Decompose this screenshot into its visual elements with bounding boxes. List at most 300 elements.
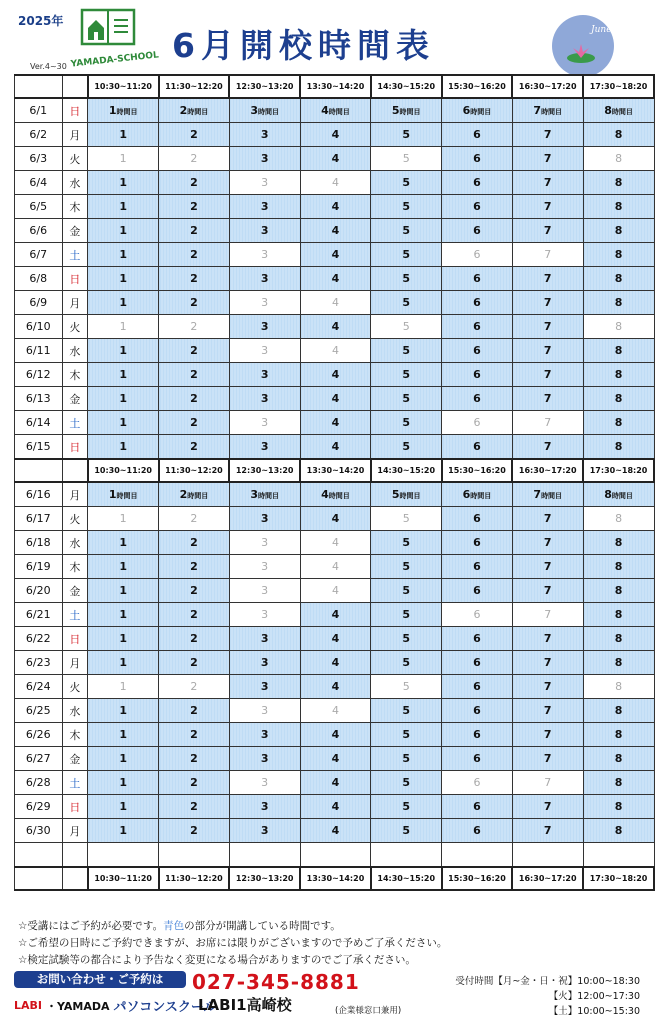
open-slot: 8 <box>583 363 654 387</box>
closed-slot: 3 <box>229 555 300 579</box>
closed-slot: 3 <box>229 579 300 603</box>
notes <box>18 918 447 969</box>
open-slot: 2 <box>159 387 230 411</box>
weekday-cell: 火 <box>62 507 88 531</box>
date-cell: 6/9 <box>15 291 63 315</box>
period-label-6 <box>442 482 513 507</box>
closed-slot: 3 <box>229 603 300 627</box>
closed-slot: 2 <box>159 147 230 171</box>
open-slot: 4 <box>300 147 371 171</box>
period-label-5 <box>371 98 442 123</box>
contact-label: お問い合わせ・ご予約は <box>14 971 186 988</box>
weekday-cell: 木 <box>62 363 88 387</box>
closed-slot: 3 <box>229 411 300 435</box>
weekday-cell: 木 <box>62 723 88 747</box>
open-slot: 8 <box>583 819 654 843</box>
brand-yamada: ・YAMADA <box>46 999 110 1013</box>
date-cell: 6/28 <box>15 771 63 795</box>
period-label-2 <box>159 482 230 507</box>
open-slot: 8 <box>583 123 654 147</box>
open-slot: 1 <box>88 531 159 555</box>
open-slot: 2 <box>159 171 230 195</box>
open-slot: 4 <box>300 123 371 147</box>
school-logo <box>70 8 160 70</box>
date-cell: 6/5 <box>15 195 63 219</box>
closed-slot: 8 <box>583 507 654 531</box>
period-label-5 <box>371 482 442 507</box>
open-slot: 2 <box>159 771 230 795</box>
time-slot-2: 11:30~12:20 <box>159 867 230 890</box>
open-slot: 3 <box>229 723 300 747</box>
time-slot-5: 14:30~15:20 <box>371 867 442 890</box>
weekday-cell: 金 <box>62 747 88 771</box>
weekday-cell: 火 <box>62 147 88 171</box>
open-slot: 2 <box>159 531 230 555</box>
weekday-cell: 火 <box>62 675 88 699</box>
closed-slot: 7 <box>512 411 583 435</box>
period-suffix: 時間目 <box>399 108 421 116</box>
date-cell: 6/23 <box>15 651 63 675</box>
open-slot: 3 <box>229 267 300 291</box>
june-badge-label: June <box>591 25 612 35</box>
date-cell: 6/16 <box>15 482 63 507</box>
time-slot-1: 10:30~11:20 <box>88 75 159 98</box>
time-slot-8: 17:30~18:20 <box>583 75 654 98</box>
open-slot: 8 <box>583 603 654 627</box>
date-cell: 6/30 <box>15 819 63 843</box>
note-1: ☆受講にはご予約が必要です。青色の部分が開講している時間です。 <box>18 920 341 932</box>
open-slot: 6 <box>442 747 513 771</box>
open-slot: 2 <box>159 723 230 747</box>
open-slot: 2 <box>159 363 230 387</box>
open-slot: 4 <box>300 771 371 795</box>
open-slot: 2 <box>159 651 230 675</box>
closed-slot: 4 <box>300 291 371 315</box>
period-number: 2 <box>179 488 188 501</box>
open-slot: 3 <box>229 627 300 651</box>
open-slot: 5 <box>371 339 442 363</box>
period-label-3 <box>229 98 300 123</box>
weekday-cell: 日 <box>62 795 88 819</box>
hours-saturday: 【土】10:00~15:30 <box>548 1006 640 1017</box>
open-slot: 8 <box>583 267 654 291</box>
period-number: 1 <box>108 488 117 501</box>
day-row <box>15 219 655 243</box>
day-row <box>15 147 655 171</box>
open-slot: 7 <box>512 555 583 579</box>
open-slot: 3 <box>229 195 300 219</box>
time-slot-2: 11:30~12:20 <box>159 75 230 98</box>
date-cell: 6/29 <box>15 795 63 819</box>
open-slot: 1 <box>88 411 159 435</box>
period-suffix: 時間目 <box>258 492 279 500</box>
open-slot: 6 <box>442 147 513 171</box>
period-label-2 <box>159 98 230 123</box>
brand-pc-school: パソコンスクール <box>113 1000 217 1015</box>
open-slot: 5 <box>371 219 442 243</box>
open-slot: 8 <box>583 387 654 411</box>
open-slot: 4 <box>300 411 371 435</box>
open-slot: 7 <box>512 123 583 147</box>
date-cell: 6/14 <box>15 411 63 435</box>
day-row <box>15 339 655 363</box>
period-suffix: 時間目 <box>399 492 421 500</box>
period-number: 7 <box>533 488 542 501</box>
date-cell: 6/1 <box>15 98 63 123</box>
open-slot: 6 <box>442 507 513 531</box>
open-slot: 7 <box>512 219 583 243</box>
open-slot: 2 <box>159 555 230 579</box>
open-slot: 2 <box>159 219 230 243</box>
version-label: Ver.4~30 <box>30 62 67 71</box>
day-row <box>15 627 655 651</box>
period-number: 6 <box>462 104 471 117</box>
weekday-cell: 土 <box>62 243 88 267</box>
open-slot: 8 <box>583 195 654 219</box>
open-slot: 3 <box>229 123 300 147</box>
time-slot-6: 15:30~16:20 <box>442 75 513 98</box>
closed-slot: 1 <box>88 147 159 171</box>
open-slot: 1 <box>88 219 159 243</box>
closed-slot: 6 <box>442 603 513 627</box>
date-cell: 6/6 <box>15 219 63 243</box>
closed-slot: 3 <box>229 171 300 195</box>
period-suffix: 時間目 <box>470 108 492 116</box>
header-blank <box>15 75 63 98</box>
open-slot: 8 <box>583 219 654 243</box>
day-row <box>15 579 655 603</box>
open-slot: 2 <box>159 195 230 219</box>
closed-slot: 7 <box>512 771 583 795</box>
open-slot: 7 <box>512 267 583 291</box>
open-slot: 4 <box>300 603 371 627</box>
shop-note: (企業様窓口兼用) <box>335 1006 402 1016</box>
time-slot-1: 10:30~11:20 <box>88 459 159 482</box>
note-2: ☆ご希望の日時にご予約できますが、お席には限りがございますので予めご了承ください。 <box>18 937 448 949</box>
day-row <box>15 267 655 291</box>
period-number: 2 <box>179 104 188 117</box>
closed-slot: 4 <box>300 555 371 579</box>
period-number: 3 <box>250 104 258 117</box>
period-label-7 <box>512 482 583 507</box>
open-slot: 4 <box>300 243 371 267</box>
blank-cell <box>229 843 300 868</box>
open-slot: 8 <box>583 435 654 460</box>
time-header-row <box>15 459 655 482</box>
blank-cell <box>512 843 583 868</box>
time-slot-7: 16:30~17:20 <box>512 75 583 98</box>
closed-slot: 8 <box>583 315 654 339</box>
day-row <box>15 195 655 219</box>
open-slot: 5 <box>371 435 442 460</box>
weekday-cell: 金 <box>62 387 88 411</box>
weekday-cell: 月 <box>62 123 88 147</box>
blank-cell <box>583 843 654 868</box>
open-slot: 7 <box>512 507 583 531</box>
open-slot: 7 <box>512 579 583 603</box>
open-slot: 6 <box>442 171 513 195</box>
open-slot: 8 <box>583 531 654 555</box>
open-slot: 4 <box>300 675 371 699</box>
open-slot: 8 <box>583 699 654 723</box>
open-slot: 6 <box>442 579 513 603</box>
school-name: YAMADA-SCHOOL <box>70 50 160 70</box>
period-label-1 <box>88 98 159 123</box>
open-slot: 4 <box>300 195 371 219</box>
open-slot: 1 <box>88 291 159 315</box>
open-slot: 1 <box>88 651 159 675</box>
weekday-cell: 金 <box>62 219 88 243</box>
time-slot-4: 13:30~14:20 <box>300 459 371 482</box>
open-slot: 2 <box>159 411 230 435</box>
open-slot: 3 <box>229 675 300 699</box>
period-number: 3 <box>250 488 258 501</box>
phone-number[interactable]: 027-345-8881 <box>192 970 360 994</box>
period-number: 4 <box>321 104 329 117</box>
closed-slot: 3 <box>229 531 300 555</box>
time-slot-7: 16:30~17:20 <box>512 459 583 482</box>
closed-slot: 7 <box>512 243 583 267</box>
time-slot-3: 12:30~13:20 <box>229 867 300 890</box>
date-cell: 6/21 <box>15 603 63 627</box>
open-slot: 6 <box>442 387 513 411</box>
open-slot: 3 <box>229 795 300 819</box>
closed-slot: 4 <box>300 531 371 555</box>
weekday-cell: 土 <box>62 411 88 435</box>
open-slot: 6 <box>442 555 513 579</box>
open-slot: 8 <box>583 411 654 435</box>
time-slot-6: 15:30~16:20 <box>442 459 513 482</box>
day-row <box>15 411 655 435</box>
open-slot: 3 <box>229 651 300 675</box>
weekday-cell: 月 <box>62 482 88 507</box>
open-slot: 1 <box>88 243 159 267</box>
open-slot: 6 <box>442 219 513 243</box>
day-row <box>15 435 655 460</box>
blank-cell <box>300 843 371 868</box>
closed-slot: 7 <box>512 603 583 627</box>
time-slot-8: 17:30~18:20 <box>583 459 654 482</box>
spacer-row <box>15 843 655 868</box>
open-slot: 3 <box>229 819 300 843</box>
open-slot: 7 <box>512 339 583 363</box>
closed-slot: 1 <box>88 315 159 339</box>
open-slot: 8 <box>583 795 654 819</box>
open-slot: 3 <box>229 363 300 387</box>
open-slot: 5 <box>371 723 442 747</box>
period-suffix: 時間目 <box>328 108 350 116</box>
open-slot: 6 <box>442 291 513 315</box>
open-slot: 4 <box>300 507 371 531</box>
header-blank <box>62 867 88 890</box>
header-blank <box>15 867 63 890</box>
open-slot: 1 <box>88 387 159 411</box>
open-slot: 1 <box>88 363 159 387</box>
open-slot: 6 <box>442 123 513 147</box>
date-cell: 6/4 <box>15 171 63 195</box>
open-slot: 4 <box>300 315 371 339</box>
period-label-8 <box>583 482 654 507</box>
period-number: 8 <box>604 104 612 117</box>
open-slot: 5 <box>371 387 442 411</box>
closed-slot: 3 <box>229 339 300 363</box>
date-cell: 6/11 <box>15 339 63 363</box>
open-slot: 5 <box>371 363 442 387</box>
note-3: ☆検定試験等の都合により予告なく変更になる場合がありますのでご了承ください。 <box>18 954 416 966</box>
closed-slot: 6 <box>442 771 513 795</box>
date-cell: 6/26 <box>15 723 63 747</box>
open-slot: 8 <box>583 339 654 363</box>
period-suffix: 時間目 <box>116 108 138 116</box>
date-cell: 6/19 <box>15 555 63 579</box>
time-slot-6: 15:30~16:20 <box>442 867 513 890</box>
day-row <box>15 243 655 267</box>
date-cell: 6/2 <box>15 123 63 147</box>
open-slot: 6 <box>442 315 513 339</box>
closed-slot: 6 <box>442 243 513 267</box>
open-slot: 5 <box>371 195 442 219</box>
day-row <box>15 747 655 771</box>
date-cell: 6/22 <box>15 627 63 651</box>
open-slot: 7 <box>512 531 583 555</box>
header-blank <box>62 459 88 482</box>
open-slot: 2 <box>159 291 230 315</box>
open-slot: 5 <box>371 171 442 195</box>
day-row <box>15 363 655 387</box>
time-header-row <box>15 75 655 98</box>
weekday-cell: 日 <box>62 98 88 123</box>
brand-logo <box>14 996 217 1015</box>
period-label-4 <box>300 98 371 123</box>
open-slot: 1 <box>88 747 159 771</box>
closed-slot: 5 <box>371 147 442 171</box>
open-slot: 7 <box>512 435 583 460</box>
open-slot: 4 <box>300 651 371 675</box>
open-slot: 2 <box>159 339 230 363</box>
weekday-cell: 月 <box>62 819 88 843</box>
open-slot: 1 <box>88 171 159 195</box>
open-slot: 7 <box>512 699 583 723</box>
open-slot: 7 <box>512 723 583 747</box>
closed-slot: 5 <box>371 507 442 531</box>
day-row <box>15 651 655 675</box>
period-number: 5 <box>391 104 400 117</box>
day-row <box>15 819 655 843</box>
open-slot: 6 <box>442 627 513 651</box>
blank-cell <box>88 843 159 868</box>
open-slot: 7 <box>512 675 583 699</box>
period-suffix: 時間目 <box>470 492 492 500</box>
time-header-row <box>15 867 655 890</box>
open-slot: 7 <box>512 363 583 387</box>
period-suffix: 時間目 <box>611 108 633 116</box>
open-slot: 2 <box>159 267 230 291</box>
closed-slot: 3 <box>229 699 300 723</box>
weekday-cell: 木 <box>62 195 88 219</box>
blank-cell <box>371 843 442 868</box>
open-slot: 4 <box>300 795 371 819</box>
date-cell: 6/12 <box>15 363 63 387</box>
open-slot: 5 <box>371 531 442 555</box>
open-slot: 5 <box>371 699 442 723</box>
date-cell: 6/15 <box>15 435 63 460</box>
period-suffix: 時間目 <box>116 492 138 500</box>
date-cell: 6/25 <box>15 699 63 723</box>
weekday-cell: 火 <box>62 315 88 339</box>
period-suffix: 時間目 <box>541 108 563 116</box>
time-slot-5: 14:30~15:20 <box>371 75 442 98</box>
period-label-3 <box>229 482 300 507</box>
closed-slot: 3 <box>229 291 300 315</box>
day-row <box>15 675 655 699</box>
period-label-8 <box>583 98 654 123</box>
time-slot-3: 12:30~13:20 <box>229 75 300 98</box>
open-slot: 7 <box>512 627 583 651</box>
period-number: 8 <box>604 488 612 501</box>
open-slot: 3 <box>229 387 300 411</box>
weekday-cell: 日 <box>62 627 88 651</box>
open-slot: 6 <box>442 723 513 747</box>
date-cell: 6/18 <box>15 531 63 555</box>
open-slot: 7 <box>512 195 583 219</box>
open-slot: 7 <box>512 291 583 315</box>
open-slot: 5 <box>371 795 442 819</box>
period-suffix: 時間目 <box>328 492 350 500</box>
open-slot: 5 <box>371 123 442 147</box>
schedule-table <box>14 74 655 891</box>
period-suffix: 時間目 <box>258 108 279 116</box>
blank-cell <box>442 843 513 868</box>
open-slot: 8 <box>583 171 654 195</box>
closed-slot: 3 <box>229 243 300 267</box>
open-slot: 4 <box>300 435 371 460</box>
open-slot: 1 <box>88 795 159 819</box>
open-slot: 3 <box>229 315 300 339</box>
period-suffix: 時間目 <box>187 108 209 116</box>
open-slot: 2 <box>159 819 230 843</box>
day-row <box>15 482 655 507</box>
open-slot: 1 <box>88 723 159 747</box>
closed-slot: 4 <box>300 579 371 603</box>
open-slot: 1 <box>88 339 159 363</box>
open-slot: 5 <box>371 771 442 795</box>
open-slot: 2 <box>159 603 230 627</box>
open-slot: 6 <box>442 339 513 363</box>
open-slot: 6 <box>442 435 513 460</box>
day-row <box>15 171 655 195</box>
date-cell: 6/20 <box>15 579 63 603</box>
date-cell: 6/27 <box>15 747 63 771</box>
open-slot: 4 <box>300 627 371 651</box>
open-slot: 8 <box>583 291 654 315</box>
open-slot: 2 <box>159 699 230 723</box>
open-slot: 5 <box>371 555 442 579</box>
open-slot: 3 <box>229 507 300 531</box>
open-slot: 5 <box>371 651 442 675</box>
open-slot: 1 <box>88 267 159 291</box>
period-number: 5 <box>391 488 400 501</box>
page-title: 6月開校時間表 <box>172 26 435 65</box>
open-slot: 1 <box>88 195 159 219</box>
day-row <box>15 507 655 531</box>
weekday-cell: 水 <box>62 339 88 363</box>
day-row <box>15 771 655 795</box>
open-slot: 3 <box>229 147 300 171</box>
closed-slot: 2 <box>159 315 230 339</box>
time-slot-8: 17:30~18:20 <box>583 867 654 890</box>
open-slot: 1 <box>88 699 159 723</box>
open-slot: 5 <box>371 627 442 651</box>
